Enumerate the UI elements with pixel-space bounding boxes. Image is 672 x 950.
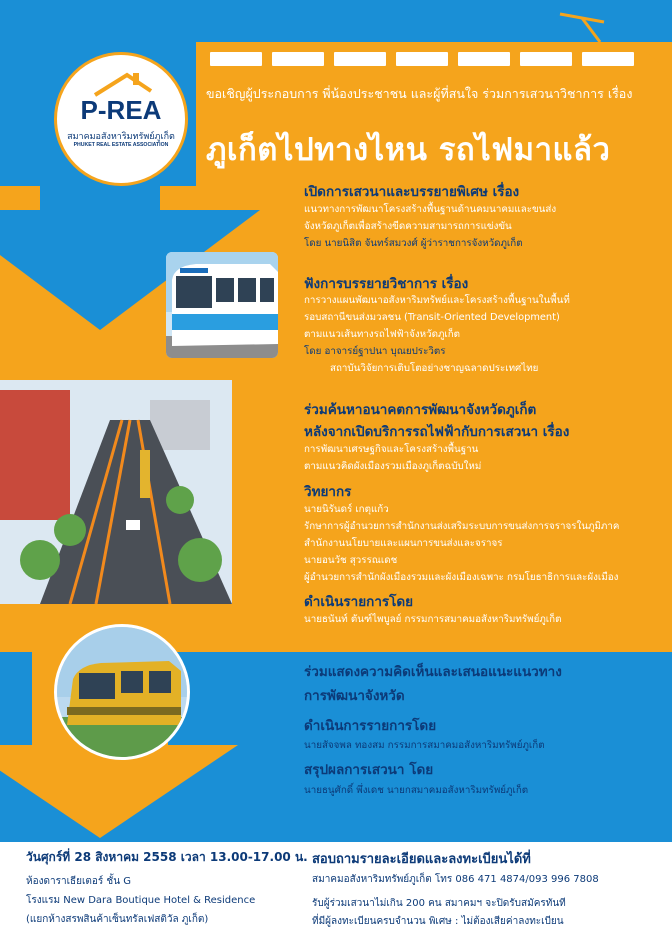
section-line: โดย นายนิสิต จันทร์สมวงศ์ ผู้ว่าราชการจังหวัดภูเก็ต bbox=[304, 238, 523, 249]
section-line: ตามแนวเส้นทางรถไฟฟ้าจังหวัดภูเก็ต bbox=[304, 329, 461, 340]
logo-name-th: สมาคมอสังหาริมทรัพย์ภูเก็ต bbox=[67, 132, 175, 142]
page-title: ภูเก็ตไปทางไหน รถไฟมาแล้ว bbox=[206, 132, 611, 168]
section-line: สำนักงานนโยบายและแผนการขนส่งและจราจร bbox=[304, 538, 503, 549]
section-line: รอบสถานีขนส่งมวลชน (Transit-Oriented Development) bbox=[304, 312, 560, 323]
tram-circle-photo bbox=[54, 624, 190, 760]
logo-mark: P-REA bbox=[80, 95, 162, 125]
section-subtitle: การพัฒนาจังหวัด bbox=[304, 688, 405, 704]
train-window bbox=[334, 52, 386, 66]
section-line: นายอนวัช สุวรรณเดช bbox=[304, 555, 398, 566]
train-window bbox=[210, 52, 262, 66]
tram-circle-illustration bbox=[57, 627, 187, 757]
train-window bbox=[520, 52, 572, 66]
section-line: แนวทางการพัฒนาโครงสร้างพื้นฐานด้านคมนาคมและขนส่ง bbox=[304, 204, 557, 215]
train-window bbox=[272, 52, 324, 66]
section-subtitle: หลังจากเปิดบริการรถไฟฟ้ากับการเสวนา เรื่อง bbox=[304, 424, 570, 440]
section-line: โดย อาจารย์ฐาปนา บุณยประวิตร bbox=[304, 346, 446, 357]
tram-photo bbox=[166, 252, 278, 358]
section-line: รักษาการผู้อำนวยการสำนักงานส่งเสริมระบบการขนส่งการจราจรในภูมิภาค bbox=[304, 521, 620, 532]
section-title: เปิดการเสวนาและบรรยายพิเศษ เรื่อง bbox=[304, 184, 520, 200]
invitation-text: ขอเชิญผู้ประกอบการ พี่น้องประชาชน และผู้ที่สนใจ ร่วมการเสวนาวิชาการ เรื่อง bbox=[206, 86, 633, 101]
section-line: นายธนูศักดิ์ พึ่งเดช นายกสมาคมอสังหาริมทรัพย์ภูเก็ต bbox=[304, 785, 529, 796]
train-window bbox=[458, 52, 510, 66]
section-title: ร่วมแสดงความคิดเห็นและเสนอแนะแนวทาง bbox=[304, 664, 562, 680]
section-title: ร่วมค้นหาอนาคตการพัฒนาจังหวัดภูเก็ต bbox=[304, 402, 537, 418]
section-line: การวางแผนพัฒนาอสังหาริมทรัพย์และโครงสร้างพื้นฐานในพื้นที่ bbox=[304, 295, 570, 306]
section-line: ผู้อำนวยการสำนักผังเมืองรวมและผังเมืองเฉพาะ กรมโยธาธิการและผังเมือง bbox=[304, 572, 619, 583]
venue-line: (แยกห้างสรพสินค้าเซ็นทรัลเฟสติวัล ภูเก็ต) bbox=[26, 914, 209, 925]
train-window bbox=[396, 52, 448, 66]
section-line: ตามแนวคิดผังเมืองรวมเมืองภูเก็ตฉบับใหม่ bbox=[304, 461, 482, 472]
section-title: ฟังการบรรยายวิชาการ เรื่อง bbox=[304, 276, 469, 292]
train-window bbox=[582, 52, 634, 66]
section-line: นายนิรันดร์ เกตุแก้ว bbox=[304, 504, 389, 515]
contact-phone: สมาคมอสังหาริมทรัพย์ภูเก็ต โทร 086 471 4874/093 996 7808 bbox=[312, 874, 599, 885]
section-line: การพัฒนาเศรษฐกิจและโครงสร้างพื้นฐาน bbox=[304, 444, 479, 455]
section-title: ดำเนินรายการโดย bbox=[304, 594, 414, 610]
venue-line: โรงแรม New Dara Boutique Hotel & Residence bbox=[26, 895, 256, 906]
logo-name-en: PHUKET REAL ESTATE ASSOCIATION bbox=[73, 142, 169, 148]
registration-note: รับผู้ร่วมเสวนาไม่เกิน 200 คน สมาคมฯ จะปิดรับสมัครทันที bbox=[312, 898, 566, 909]
contact-title: สอบถามรายละเอียดและลงทะเบียนได้ที่ bbox=[312, 852, 531, 867]
tram-illustration bbox=[166, 252, 278, 358]
section-title: สรุปผลการเสวนา โดย bbox=[304, 762, 434, 778]
section-title: วิทยากร bbox=[304, 484, 352, 500]
event-date: วันศุกร์ที่ 28 สิงหาคม 2558 เวลา 13.00-17.00 น. bbox=[26, 850, 308, 864]
section-line: สถาบันวิจัยการเติบโตอย่างชาญฉลาดประเทศไทย bbox=[330, 363, 539, 374]
section-line: นายธนันท์ ตันฑ์ไพบูลย์ กรรมการสมาคมอสังหาริมทรัพย์ภูเก็ต bbox=[304, 614, 562, 625]
logo bbox=[54, 52, 188, 186]
street-rendering bbox=[0, 380, 232, 604]
section-line: นายสัจจพล ทองสม กรรมการสมาคมอสังหาริมทรัพย์ภูเก็ต bbox=[304, 740, 545, 751]
street-illustration bbox=[0, 380, 232, 604]
venue-line: ห้องดาราเธียเตอร์ ชั้น G bbox=[26, 876, 131, 887]
section-line: จังหวัดภูเก็ตเพื่อสร้างขีดความสามารถการแข่งขัน bbox=[304, 221, 512, 232]
section-title: ดำเนินการรายการโดย bbox=[304, 718, 437, 734]
registration-note: ที่มีผู้ลงทะเบียนครบจำนวน พิเศษ : ไม่ต้องเสียค่าลงทะเบียน bbox=[312, 916, 564, 927]
